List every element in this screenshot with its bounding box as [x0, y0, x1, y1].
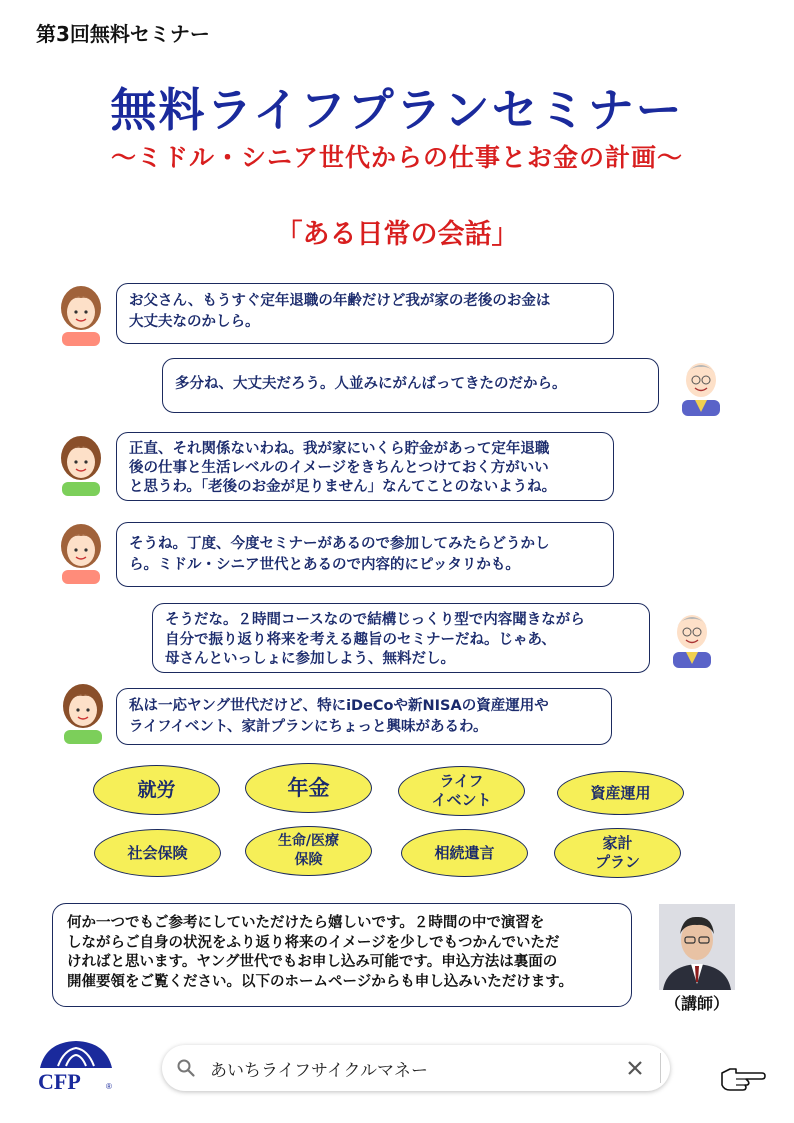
search-divider — [660, 1053, 661, 1083]
chat-bubble: 私は一応ヤング世代だけど、特にiDeCoや新NISAの資産運用や ライフイベント、家計プランにちょっと興味があるわ。 — [116, 688, 612, 745]
topic-oval: 社会保険 — [94, 829, 221, 877]
cfp-logo — [34, 1038, 118, 1092]
page-subtitle: ～ミドル・シニア世代からの仕事とお金の計画～ — [110, 143, 683, 172]
woman-avatar — [56, 282, 106, 346]
series-label: 第3回無料セミナー — [36, 22, 210, 46]
search-input[interactable]: あいちライフサイクルマネー — [210, 1061, 428, 1081]
chat-bubble: 正直、それ関係ないわね。我が家にいくら貯金があって定年退職 後の仕事と生活レベルのイメージをきちんとつけておく方がいい と思うわ。「老後のお金が足りません」なんてことのないようね。 — [116, 432, 614, 501]
woman-avatar — [56, 520, 106, 584]
topic-oval: 年金 — [245, 763, 372, 813]
chat-bubble: 多分ね、大丈夫だろう。人並みにがんばってきたのだから。 — [162, 358, 659, 413]
topic-oval: 生命/医療 保険 — [245, 826, 372, 876]
young-woman-avatar — [56, 432, 106, 496]
pointing-hand-icon — [720, 1063, 766, 1091]
chat-bubble: そうだな。２時間コースなので結構じっくり型で内容聞きながら 自分で振り返り将来を考える趣旨のセミナーだね。じゃあ、 母さんといっしょに参加しよう、無料だし。 — [152, 603, 650, 673]
young-woman-avatar — [58, 680, 108, 744]
chat-bubble: そうね。丁度、今度セミナーがあるので参加してみたらどうかし ら。ミドル・シニア世代とあるので内容的にピッタリかも。 — [116, 522, 614, 587]
topic-oval: ライフ イベント — [398, 766, 525, 816]
topic-oval: 相続遺言 — [401, 829, 528, 877]
chat-bubble: お父さん、もうすぐ定年退職の年齢だけど我が家の老後のお金は 大丈夫なのかしら。 — [116, 283, 614, 344]
topic-oval: 資産運用 — [557, 771, 684, 815]
page-title: 無料ライフプランセミナー — [110, 83, 684, 137]
topic-oval: 就労 — [93, 765, 220, 815]
cfp-logo-text: CFP — [38, 1069, 81, 1092]
conversation-heading: 「ある日常の会話」 — [275, 219, 519, 250]
instructor-photo — [659, 904, 735, 990]
man-avatar — [667, 604, 717, 668]
instructor-message: 何か一つでもご参考にしていただけたら嬉しいです。２時間の中で演習を しながらご自身の状況をふり返り将来のイメージを少しでもつかんでいただ ければと思います。ヤング世代でもお申し込み可能です。申込方法は裏面の 開催要領をご覧ください。以下のホームページからも申し込みいただけます。 — [52, 903, 632, 1007]
svg-text:®: ® — [106, 1082, 112, 1091]
instructor-caption: （講師） — [664, 994, 729, 1013]
close-icon[interactable] — [624, 1057, 646, 1079]
topic-oval: 家計 プラン — [554, 828, 681, 878]
search-icon[interactable] — [176, 1058, 196, 1078]
search-bar[interactable] — [162, 1045, 670, 1091]
man-avatar — [676, 352, 726, 416]
